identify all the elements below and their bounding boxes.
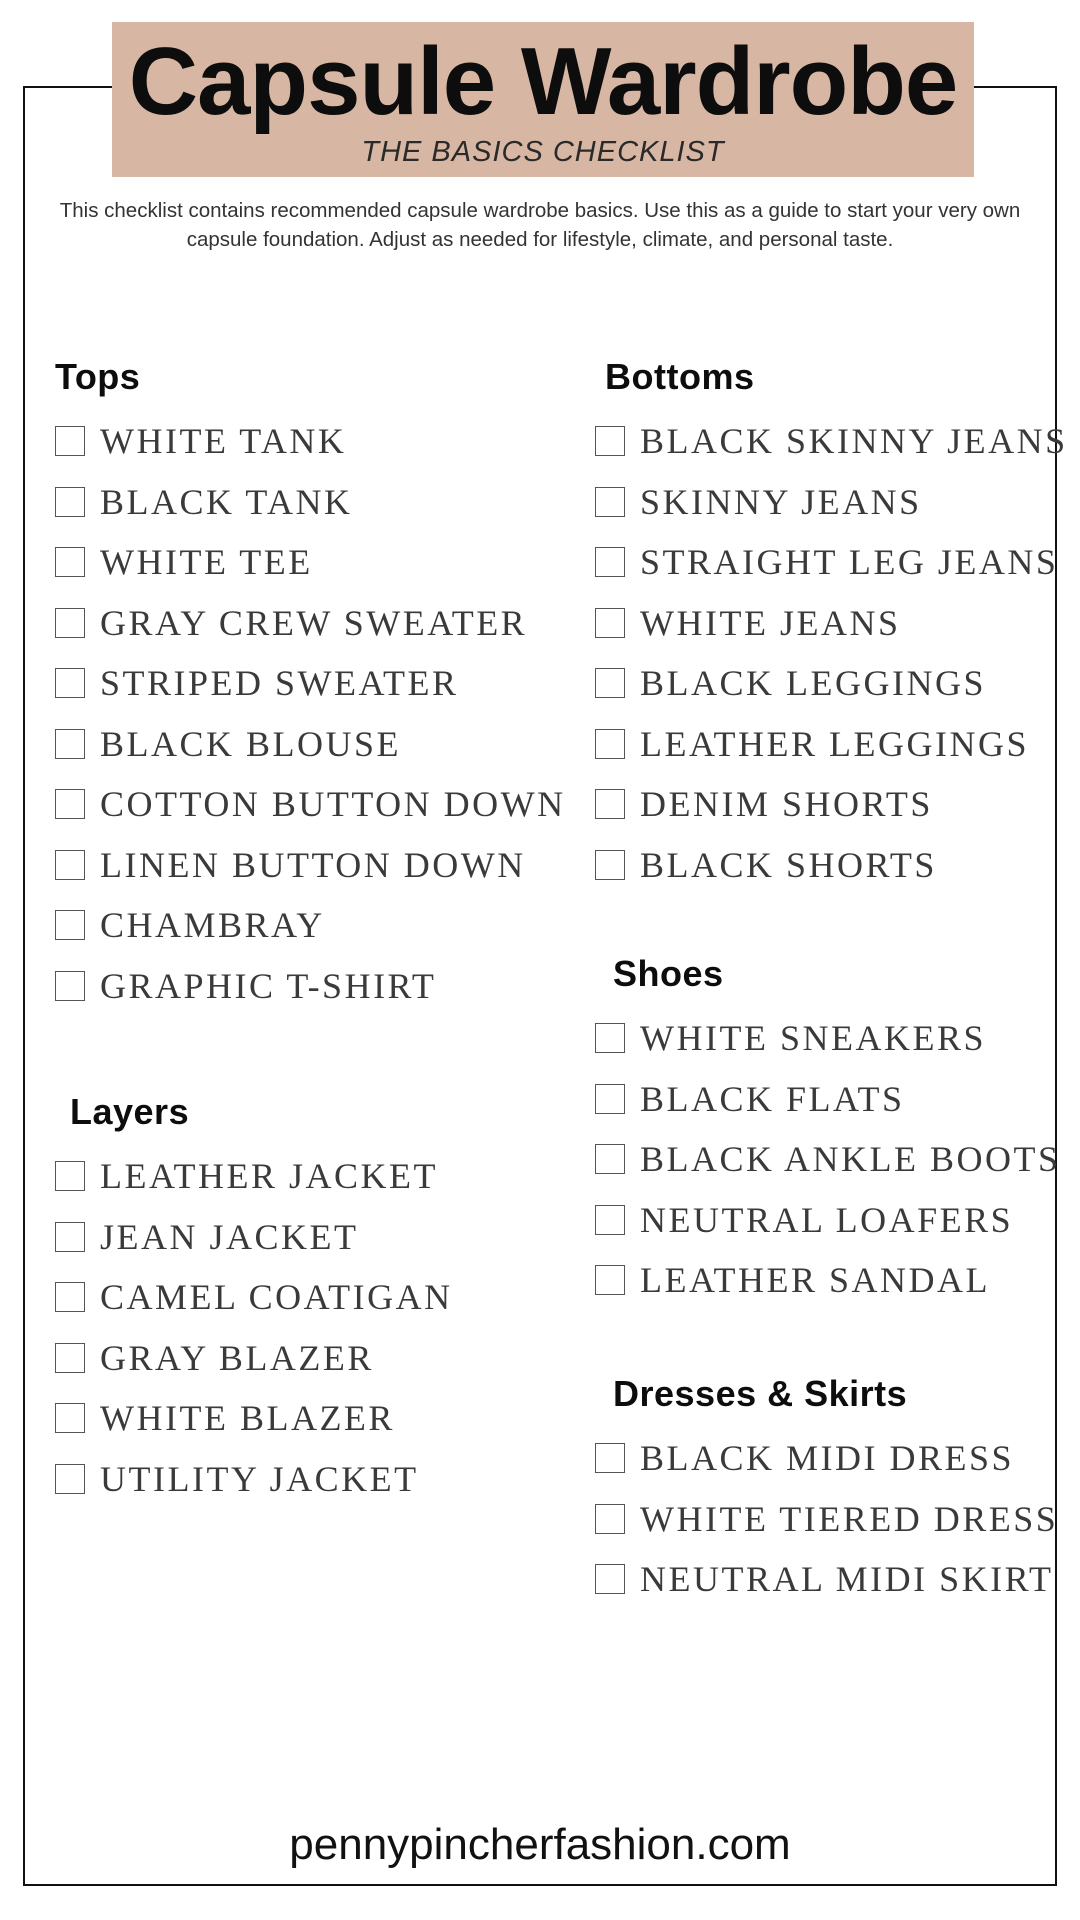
checkbox[interactable] [595, 729, 625, 759]
checklist-item[interactable] [595, 472, 1068, 533]
checklist-item-label: UTILITY JACKET [100, 1458, 419, 1499]
checklist-item[interactable] [55, 411, 566, 472]
checkbox[interactable] [55, 789, 85, 819]
checkbox[interactable] [595, 426, 625, 456]
checklist-item[interactable] [595, 1190, 1061, 1251]
tops-heading: Tops [55, 356, 141, 397]
shoes-list [595, 1008, 1061, 1311]
checklist-item[interactable] [55, 895, 566, 956]
checklist-item-label: BLACK ANKLE BOOTS [640, 1139, 1061, 1180]
checklist-item-label: LEATHER SANDAL [640, 1260, 990, 1301]
checklist-item-label: LEATHER JACKET [100, 1156, 438, 1197]
checkbox[interactable] [55, 487, 85, 517]
checkbox[interactable] [55, 850, 85, 880]
checklist-item-label: LINEN BUTTON DOWN [100, 844, 526, 885]
checklist-item[interactable] [55, 1207, 453, 1268]
checklist-item-label: GRAY CREW SWEATER [100, 602, 528, 643]
checklist-item[interactable] [55, 593, 566, 654]
checkbox[interactable] [595, 1084, 625, 1114]
checkbox[interactable] [595, 487, 625, 517]
checklist-item[interactable] [595, 1008, 1061, 1069]
checklist-item[interactable] [55, 1388, 453, 1449]
checkbox[interactable] [55, 1343, 85, 1373]
dresses-heading: Dresses & Skirts [613, 1373, 908, 1414]
checklist-item-label: BLACK FLATS [640, 1078, 905, 1119]
checkbox[interactable] [55, 1161, 85, 1191]
checklist-item[interactable] [55, 714, 566, 775]
checklist-item-label: WHITE JEANS [640, 602, 901, 643]
checkbox[interactable] [595, 1023, 625, 1053]
tops-section [55, 355, 566, 1016]
checkbox[interactable] [595, 1564, 625, 1594]
checkbox[interactable] [55, 729, 85, 759]
checklist-item[interactable] [595, 1428, 1058, 1489]
checkbox[interactable] [595, 668, 625, 698]
checkbox[interactable] [55, 1403, 85, 1433]
checklist-item[interactable] [595, 593, 1068, 654]
checklist-item-label: JEAN JACKET [100, 1216, 359, 1257]
checklist-item-label: WHITE TIERED DRESS [640, 1498, 1059, 1539]
title-banner [112, 22, 974, 177]
checklist-item-label: SKINNY JEANS [640, 481, 922, 522]
checklist-item[interactable] [55, 774, 566, 835]
bottoms-section [605, 355, 1068, 895]
checklist-item-label: BLACK MIDI DRESS [640, 1438, 1015, 1479]
checklist-item-label: WHITE TANK [100, 421, 347, 462]
checklist-item-label: BLACK LEGGINGS [640, 663, 986, 704]
checklist-item[interactable] [55, 835, 566, 896]
layers-section [70, 1090, 453, 1509]
checklist-item-label: BLACK BLOUSE [100, 723, 402, 764]
checklist-item-label: BLACK SHORTS [640, 844, 937, 885]
tops-list [55, 411, 566, 1016]
checkbox[interactable] [55, 426, 85, 456]
checkbox[interactable] [595, 1205, 625, 1235]
checkbox[interactable] [55, 1282, 85, 1312]
checklist-item[interactable] [55, 1328, 453, 1389]
dresses-section [613, 1372, 1058, 1610]
checklist-item[interactable] [595, 1129, 1061, 1190]
checkbox[interactable] [55, 1222, 85, 1252]
checkbox[interactable] [55, 1464, 85, 1494]
checklist-item-label: STRAIGHT LEG JEANS [640, 542, 1059, 583]
shoes-section [613, 952, 1061, 1311]
checkbox[interactable] [595, 547, 625, 577]
layers-list [55, 1146, 453, 1509]
checklist-item[interactable] [55, 1449, 453, 1510]
checklist-item[interactable] [55, 1146, 453, 1207]
intro-text: This checklist contains recommended capsule wardrobe basics. Use this as a guide to start your very own capsule foundation. Adjust as needed for lifestyle, climate, and personal taste. [59, 199, 1021, 251]
checklist-item[interactable] [55, 653, 566, 714]
checklist-item[interactable] [55, 1267, 453, 1328]
footer-url: pennypincherfashion.com [289, 1820, 791, 1869]
checklist-item[interactable] [55, 956, 566, 1017]
checklist-item[interactable] [595, 653, 1068, 714]
checkbox[interactable] [595, 1144, 625, 1174]
checklist-item-label: GRAY BLAZER [100, 1337, 374, 1378]
checklist-item[interactable] [55, 472, 566, 533]
bottoms-list [595, 411, 1068, 895]
checkbox[interactable] [595, 850, 625, 880]
checklist-item[interactable] [55, 532, 566, 593]
checkbox[interactable] [55, 668, 85, 698]
checklist-item[interactable] [595, 835, 1068, 896]
checklist-item-label: CHAMBRAY [100, 905, 325, 946]
checklist-item-label: GRAPHIC T-SHIRT [100, 965, 437, 1006]
page-subtitle: THE BASICS CHECKLIST [361, 136, 725, 168]
checklist-item-label: STRIPED SWEATER [100, 663, 459, 704]
checklist-item-label: CAMEL COATIGAN [100, 1277, 453, 1318]
checklist-item-label: NEUTRAL MIDI SKIRT [640, 1559, 1054, 1600]
page-title: Capsule Wardrobe [128, 28, 958, 135]
checkbox[interactable] [55, 608, 85, 638]
checklist-item-label: DENIM SHORTS [640, 784, 933, 825]
checklist-item[interactable] [595, 1549, 1058, 1610]
checklist-item-label: BLACK TANK [100, 481, 353, 522]
checklist-item-label: COTTON BUTTON DOWN [100, 784, 566, 825]
checklist-item[interactable] [595, 532, 1068, 593]
checklist-item[interactable] [595, 774, 1068, 835]
checkbox[interactable] [595, 1265, 625, 1295]
checkbox[interactable] [595, 608, 625, 638]
layers-heading: Layers [70, 1091, 190, 1132]
checkbox[interactable] [55, 547, 85, 577]
bottoms-heading: Bottoms [605, 356, 755, 397]
checklist-item-label: WHITE BLAZER [100, 1398, 395, 1439]
checklist-item[interactable] [595, 1489, 1058, 1550]
checkbox[interactable] [595, 789, 625, 819]
checklist-item[interactable] [595, 1250, 1061, 1311]
dresses-list [595, 1428, 1058, 1610]
checklist-item-label: WHITE TEE [100, 542, 313, 583]
checklist-item[interactable] [595, 714, 1068, 775]
checkbox[interactable] [595, 1443, 625, 1473]
checklist-item-label: WHITE SNEAKERS [640, 1018, 986, 1059]
checkbox[interactable] [55, 910, 85, 940]
checklist-item-label: BLACK SKINNY JEANS [640, 421, 1068, 462]
checkbox[interactable] [595, 1504, 625, 1534]
shoes-heading: Shoes [613, 953, 724, 994]
checklist-item-label: LEATHER LEGGINGS [640, 723, 1029, 764]
checklist-item[interactable] [595, 1069, 1061, 1130]
checklist-item-label: NEUTRAL LOAFERS [640, 1199, 1014, 1240]
checklist-item[interactable] [595, 411, 1068, 472]
checkbox[interactable] [55, 971, 85, 1001]
